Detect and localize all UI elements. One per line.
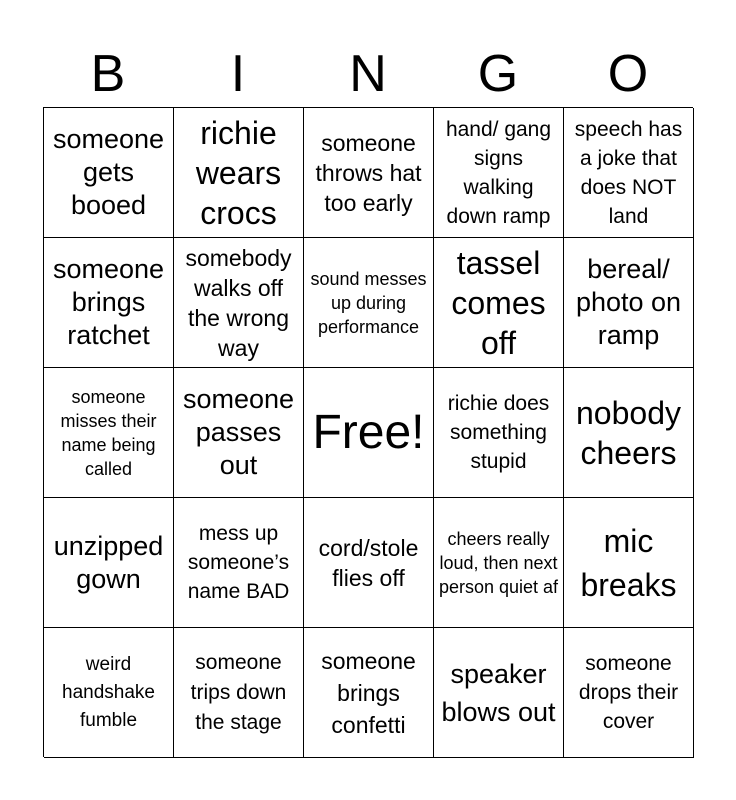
- header-letter-n: N: [349, 45, 387, 103]
- bingo-cell[interactable]: [434, 368, 564, 498]
- cell-text: sound messes up during performance: [310, 268, 427, 337]
- cell-text: nobody cheers: [576, 394, 681, 471]
- cell-text: someone brings ratchet: [52, 254, 165, 350]
- cell-text free-space: Free!: [312, 405, 425, 459]
- bingo-cell[interactable]: [564, 368, 694, 498]
- bingo-cell[interactable]: [434, 498, 564, 628]
- cell-text: richie wears crocs: [195, 114, 282, 231]
- cell-text: weird handshake fumble: [62, 653, 155, 731]
- bingo-cell[interactable]: [44, 498, 174, 628]
- bingo-cell[interactable]: [304, 238, 434, 368]
- bingo-cell[interactable]: [564, 498, 694, 628]
- cell-text: cheers really loud, then next person quiet af: [438, 528, 559, 597]
- bingo-cell[interactable]: [174, 498, 304, 628]
- bingo-cell[interactable]: [44, 628, 174, 758]
- bingo-cell[interactable]: [174, 238, 304, 368]
- cell-text: someone trips down the stage: [190, 650, 287, 734]
- cell-text: mic breaks: [580, 522, 677, 603]
- cell-text: someone drops their cover: [578, 652, 679, 733]
- bingo-cell[interactable]: [304, 108, 434, 238]
- cell-text: someone throws hat too early: [315, 129, 422, 216]
- cell-text: bereal/ photo on ramp: [575, 254, 682, 350]
- cell-text: tassel comes off: [451, 244, 546, 361]
- bingo-cell[interactable]: [44, 238, 174, 368]
- cell-text: richie does something stupid: [447, 392, 550, 473]
- bingo-cell[interactable]: [174, 108, 304, 238]
- cell-text: someone brings confetti: [321, 647, 416, 738]
- cell-text: cord/stole flies off: [318, 534, 419, 591]
- bingo-cell[interactable]: [304, 498, 434, 628]
- cell-text: someone misses their name being called: [60, 386, 157, 479]
- cell-text: somebody walks off the wrong way: [185, 244, 292, 361]
- cell-text: mess up someone’s name BAD: [187, 522, 290, 603]
- header-letter-i: I: [230, 45, 246, 103]
- bingo-cell[interactable]: [44, 108, 174, 238]
- bingo-cell[interactable]: [564, 238, 694, 368]
- cell-text: unzipped gown: [53, 530, 164, 594]
- bingo-cell[interactable]: [174, 368, 304, 498]
- bingo-cell[interactable]: [434, 628, 564, 758]
- bingo-cell[interactable]: [434, 238, 564, 368]
- bingo-board: [43, 107, 693, 757]
- header-letter-b: B: [90, 45, 126, 103]
- bingo-header: [43, 40, 693, 108]
- bingo-cell[interactable]: [174, 628, 304, 758]
- cell-text: someone passes out: [182, 384, 295, 480]
- bingo-cell[interactable]: [44, 368, 174, 498]
- bingo-cell[interactable]: [304, 628, 434, 758]
- header-letter-g: G: [477, 45, 519, 103]
- cell-text: hand/ gang signs walking down ramp: [445, 117, 552, 228]
- cell-text: someone gets booed: [52, 124, 165, 220]
- bingo-cell[interactable]: [304, 368, 434, 498]
- bingo-cell[interactable]: [434, 108, 564, 238]
- bingo-cell[interactable]: [564, 628, 694, 758]
- cell-text: speaker blows out: [441, 658, 556, 727]
- bingo-cell[interactable]: [564, 108, 694, 238]
- header-letter-o: O: [607, 45, 649, 103]
- cell-text: speech has a joke that does NOT land: [574, 117, 683, 228]
